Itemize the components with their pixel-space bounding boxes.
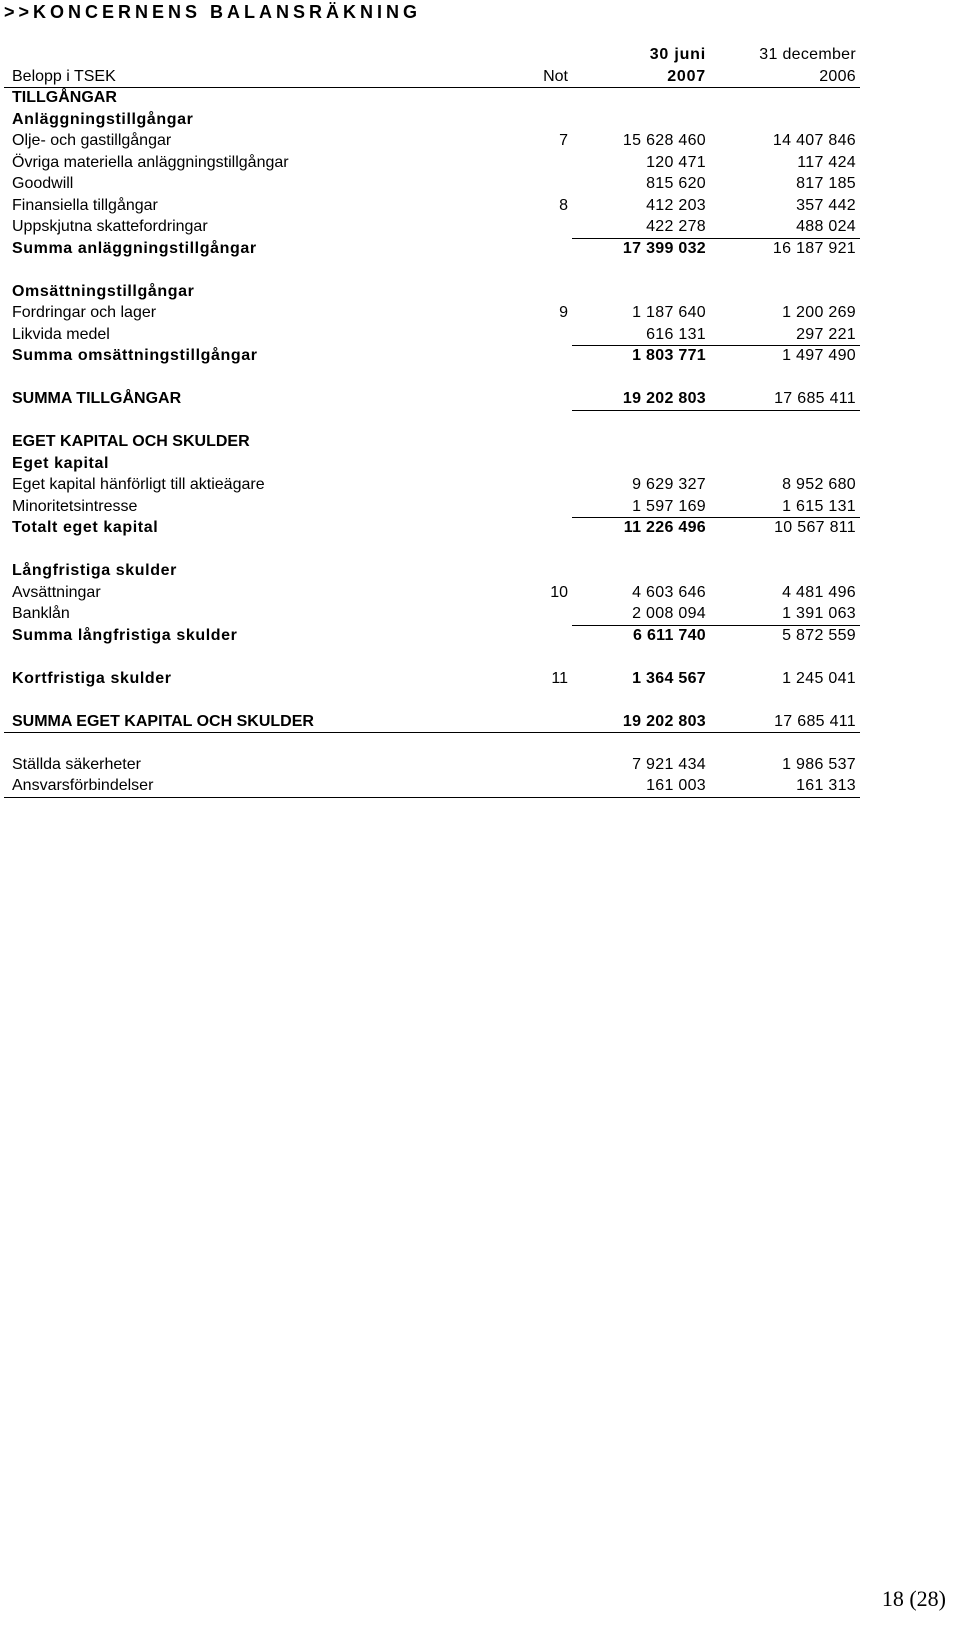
- spacer-row: [4, 732, 860, 754]
- row-value-2007: 1 187 640: [632, 304, 706, 321]
- row-value-2006: 8 952 680: [782, 476, 856, 493]
- row-label: SUMMA TILLGÅNGAR: [12, 390, 182, 407]
- table-row: [4, 130, 860, 152]
- period1-header-line2: 2007: [667, 67, 706, 85]
- row-note: 7: [559, 132, 568, 149]
- column-header-row-2: [4, 66, 860, 88]
- row-value-2007: 1 364 567: [632, 669, 706, 687]
- row-label: SUMMA EGET KAPITAL OCH SKULDER: [12, 712, 314, 730]
- page-number: 18 (28): [881, 1586, 946, 1611]
- table-row: [4, 152, 860, 174]
- row-label: Banklån: [12, 605, 70, 622]
- table-row: [4, 281, 860, 303]
- table-row: [4, 195, 860, 217]
- row-label: Ansvarsförbindelser: [12, 777, 154, 794]
- row-note: 11: [551, 669, 568, 687]
- row-value-2007: 7 921 434: [632, 755, 706, 773]
- table-row: [4, 388, 860, 410]
- table-body: [4, 87, 860, 797]
- amount-unit-label: Belopp i TSEK: [12, 67, 116, 85]
- row-label: Finansiella tillgångar: [12, 196, 158, 214]
- table-row: [4, 560, 860, 582]
- table-row: [4, 431, 860, 453]
- row-value-2006: 1 200 269: [782, 304, 856, 321]
- row-label: Omsättningstillgångar: [12, 282, 195, 300]
- row-label: Långfristiga skulder: [12, 562, 177, 579]
- table-row: [4, 582, 860, 604]
- period2-header-line2: 2006: [819, 67, 856, 85]
- spacer-row: [4, 259, 860, 281]
- row-label: Eget kapital hänförligt till aktieägare: [12, 476, 265, 493]
- table-row: [4, 625, 860, 647]
- row-value-2006: 5 872 559: [782, 626, 856, 644]
- row-value-2006: 1 986 537: [782, 755, 856, 773]
- table-row: [4, 496, 860, 518]
- row-label: Summa anläggningstillgångar: [12, 239, 257, 257]
- row-value-2007: 4 603 646: [632, 583, 706, 601]
- table-row: [4, 302, 860, 324]
- row-label: Likvida medel: [12, 325, 110, 343]
- row-value-2007: 9 629 327: [632, 476, 706, 493]
- row-note: 8: [559, 196, 568, 214]
- row-value-2007: 1 597 169: [632, 497, 706, 515]
- row-value-2007: 161 003: [646, 777, 706, 794]
- row-value-2006: 14 407 846: [772, 132, 856, 149]
- table-row: [4, 711, 860, 733]
- table-row: [4, 345, 860, 367]
- row-value-2006: 297 221: [796, 325, 856, 343]
- row-value-2006: 4 481 496: [782, 583, 856, 601]
- row-value-2007: 1 803 771: [632, 347, 706, 364]
- row-value-2006: 161 313: [796, 777, 856, 794]
- balance-sheet-table: [4, 44, 860, 797]
- table-row: [4, 216, 860, 238]
- table-row: [4, 754, 860, 776]
- table-row: [4, 453, 860, 475]
- row-label: Eget kapital: [12, 454, 110, 472]
- page-title: >>KONCERNENS BALANSRÄKNING: [4, 2, 422, 22]
- row-value-2006: 17 685 411: [774, 712, 856, 730]
- row-label: Uppskjutna skattefordringar: [12, 218, 208, 235]
- underline-rule: [4, 797, 860, 798]
- row-value-2007: 2 008 094: [632, 605, 706, 622]
- row-value-2006: 488 024: [796, 218, 856, 235]
- row-label: EGET KAPITAL OCH SKULDER: [12, 433, 250, 450]
- spacer-row: [4, 539, 860, 561]
- spacer-row: [4, 410, 860, 432]
- row-note: 10: [550, 583, 568, 601]
- row-label: Goodwill: [12, 175, 74, 192]
- row-label: Olje- och gastillgångar: [12, 132, 172, 149]
- note-column-header: Not: [543, 67, 568, 85]
- row-label: TILLGÅNGAR: [12, 89, 117, 106]
- row-value-2006: 1 391 063: [782, 605, 856, 622]
- row-value-2006: 10 567 811: [774, 519, 856, 536]
- row-value-2007: 6 611 740: [633, 626, 706, 644]
- table-row: [4, 173, 860, 195]
- row-label: Ställda säkerheter: [12, 755, 141, 773]
- row-value-2007: 11 226 496: [623, 519, 706, 536]
- row-label: Avsättningar: [12, 583, 101, 601]
- column-header-row-1: [4, 44, 860, 66]
- row-value-2006: 16 187 921: [772, 239, 856, 257]
- table-row: [4, 324, 860, 346]
- row-value-2007: 120 471: [646, 153, 706, 171]
- row-note: 9: [559, 304, 568, 321]
- table-row: [4, 474, 860, 496]
- table-row: [4, 603, 860, 625]
- row-label: Summa långfristiga skulder: [12, 626, 238, 644]
- spacer-row: [4, 646, 860, 668]
- row-label: Anläggningstillgångar: [12, 110, 194, 128]
- row-value-2006: 117 424: [797, 153, 856, 171]
- row-value-2007: 15 628 460: [622, 132, 706, 149]
- table-row: [4, 517, 860, 539]
- row-value-2006: 1 497 490: [782, 347, 856, 364]
- period1-header-line1: 30 juni: [649, 46, 706, 63]
- table-row: [4, 668, 860, 690]
- row-value-2007: 412 203: [646, 196, 706, 214]
- row-value-2006: 817 185: [796, 175, 856, 192]
- row-value-2006: 1 615 131: [782, 497, 856, 515]
- row-label: Övriga materiella anläggningstillgångar: [12, 153, 289, 171]
- row-value-2007: 422 278: [646, 218, 706, 235]
- row-label: Kortfristiga skulder: [12, 669, 172, 687]
- row-value-2006: 1 245 041: [782, 669, 856, 687]
- row-value-2006: 357 442: [796, 196, 856, 214]
- row-value-2007: 616 131: [646, 325, 706, 343]
- period2-header-line1: 31 december: [759, 46, 856, 63]
- row-label: Minoritetsintresse: [12, 497, 138, 515]
- table-row: [4, 109, 860, 131]
- row-value-2007: 815 620: [646, 175, 706, 192]
- spacer-row: [4, 689, 860, 711]
- row-label: Summa omsättningstillgångar: [12, 347, 258, 364]
- row-value-2007: 19 202 803: [622, 390, 706, 407]
- row-value-2006: 17 685 411: [774, 390, 856, 407]
- table-row: [4, 238, 860, 260]
- table-row: [4, 775, 860, 797]
- row-label: Fordringar och lager: [12, 304, 157, 321]
- row-label: Totalt eget kapital: [12, 519, 159, 536]
- row-value-2007: 17 399 032: [622, 239, 706, 257]
- spacer-row: [4, 367, 860, 389]
- row-value-2007: 19 202 803: [622, 712, 706, 730]
- table-row: [4, 87, 860, 109]
